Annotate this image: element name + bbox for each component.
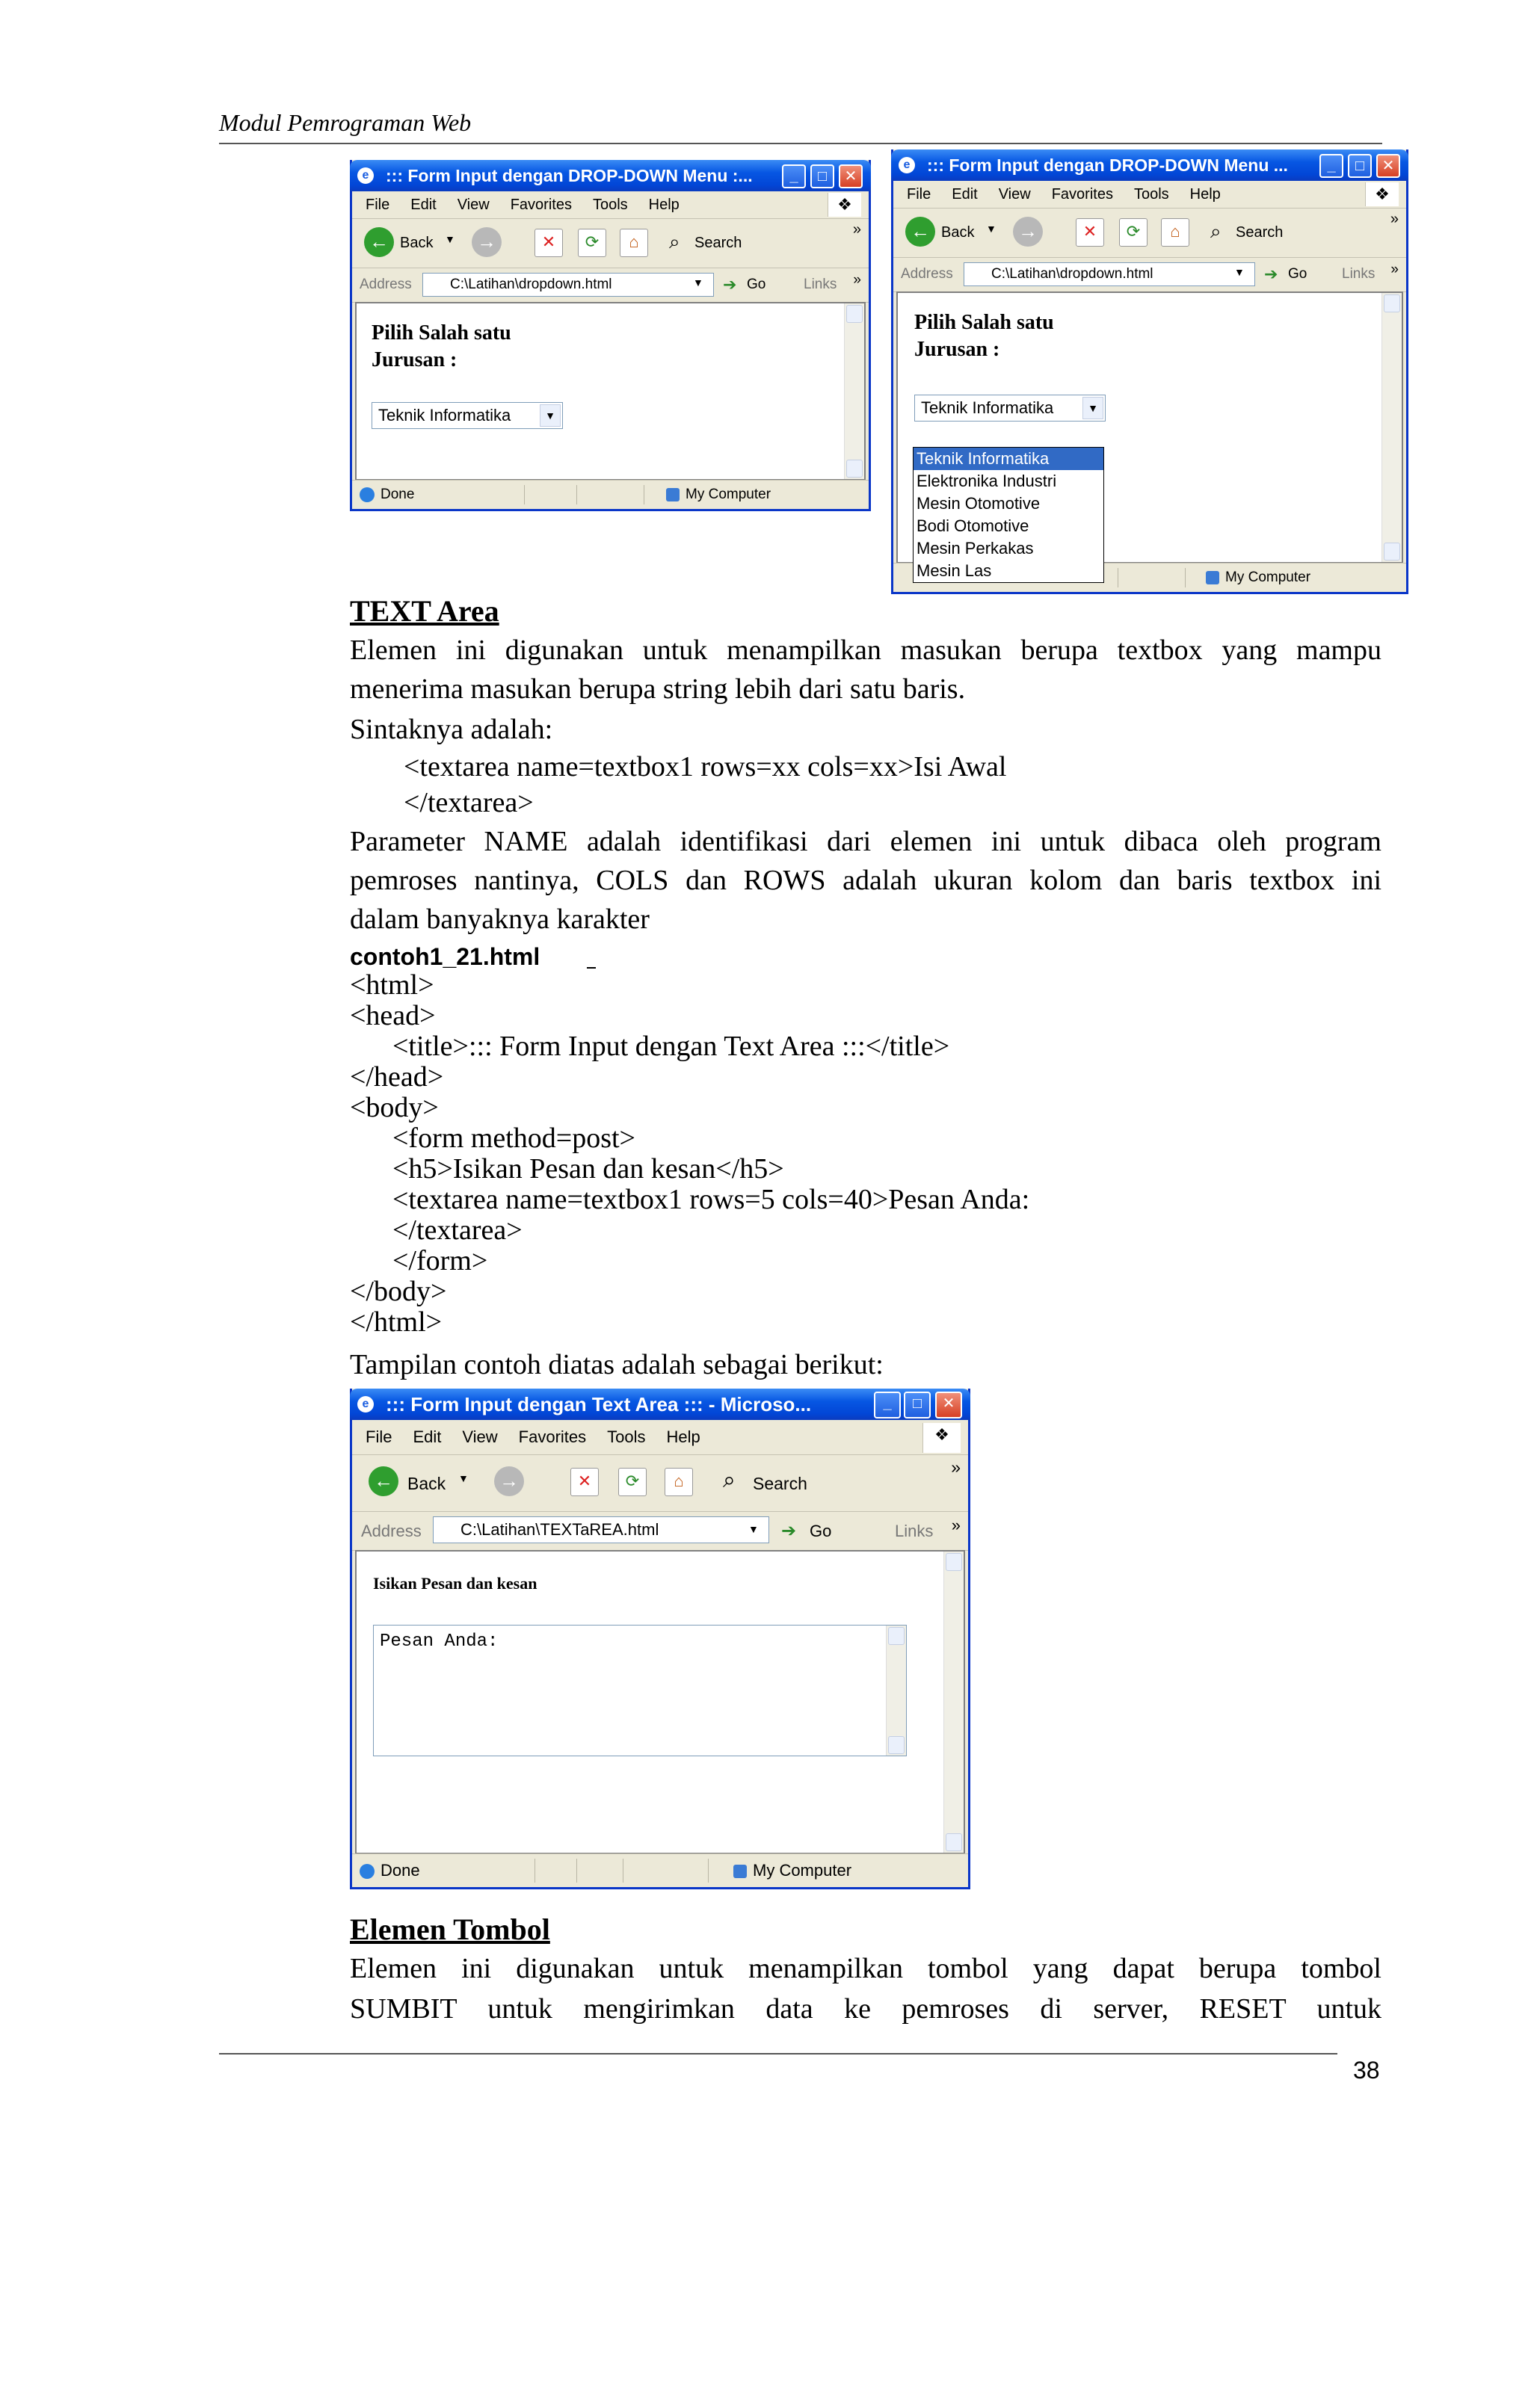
menu-help[interactable]: Help: [666, 1427, 700, 1446]
ie-icon: e: [357, 167, 374, 184]
address-dropdown-icon[interactable]: ▼: [693, 277, 703, 288]
address-bar: [352, 268, 869, 303]
jurusan-dropdown-list: [913, 447, 1104, 583]
toolbar: [352, 1454, 968, 1512]
menu-favorites[interactable]: Favorites: [1051, 186, 1113, 203]
menu-view[interactable]: View: [998, 186, 1031, 203]
windows-logo-icon: ❖: [828, 193, 861, 217]
address-input[interactable]: C:\Latihan\TEXTaREA.html: [433, 1516, 769, 1543]
browser-window-dropdown-open: [891, 149, 1408, 594]
links-chevron-icon[interactable]: »: [1390, 262, 1399, 277]
minimize-button[interactable]: _: [782, 164, 806, 188]
links-label[interactable]: Links: [1342, 266, 1376, 282]
menu-file[interactable]: File: [366, 197, 390, 213]
menu-help[interactable]: Help: [1189, 186, 1221, 203]
refresh-icon[interactable]: ⟳: [578, 229, 606, 257]
status-divider: [708, 1859, 709, 1883]
page-icon: [360, 487, 375, 502]
vertical-scrollbar[interactable]: [844, 303, 864, 479]
menu-bar: [352, 191, 869, 219]
go-label[interactable]: Go: [1288, 266, 1307, 282]
paragraph-line: pemroses nantinya, COLS dan ROWS adalah ukuran kolom dan baris textbox ini: [350, 865, 1381, 896]
go-label[interactable]: Go: [810, 1522, 832, 1540]
dropdown-option[interactable]: Mesin Las: [917, 561, 992, 580]
result-label: Tampilan contoh diatas adalah sebagai berikut:: [350, 1349, 884, 1380]
browser-window-dropdown-closed: [350, 160, 871, 511]
more-chevron-icon[interactable]: »: [1390, 211, 1399, 227]
more-chevron-icon[interactable]: »: [852, 221, 861, 238]
menu-edit[interactable]: Edit: [952, 186, 978, 203]
computer-icon: [666, 488, 680, 501]
home-icon[interactable]: ⌂: [665, 1468, 693, 1496]
windows-logo-icon: ❖: [1365, 182, 1399, 206]
code-line: <textarea name=textbox1 rows=5 cols=40>Pesan Anda:: [350, 1184, 1030, 1215]
dropdown-option[interactable]: Elektronika Industri: [917, 472, 1057, 490]
chevron-down-icon[interactable]: ▼: [540, 404, 561, 427]
search-icon[interactable]: ⌕: [669, 230, 680, 253]
select-value: Teknik Informatika: [378, 406, 511, 425]
maximize-button[interactable]: □: [810, 164, 834, 188]
search-label[interactable]: Search: [753, 1474, 807, 1493]
status-zone: My Computer: [686, 487, 771, 502]
go-arrow-icon[interactable]: ➔: [723, 275, 737, 294]
textarea-scrollbar[interactable]: [886, 1626, 906, 1756]
stop-icon[interactable]: ✕: [1076, 218, 1104, 247]
menu-help[interactable]: Help: [648, 197, 680, 213]
back-label[interactable]: Back: [400, 235, 434, 251]
page-number: 38: [1353, 2057, 1380, 2084]
dropdown-option[interactable]: Mesin Perkakas: [917, 539, 1034, 558]
address-dropdown-icon[interactable]: ▼: [748, 1523, 759, 1535]
code-line: <html>: [350, 969, 434, 1001]
status-divider: [1185, 568, 1186, 587]
code-line: </html>: [350, 1306, 443, 1338]
paragraph-line: dalam banyaknya karakter: [350, 904, 650, 935]
toolbar: [893, 208, 1406, 258]
go-arrow-icon[interactable]: ➔: [781, 1521, 797, 1541]
refresh-icon[interactable]: ⟳: [1119, 218, 1148, 247]
footer-divider: [219, 2053, 1337, 2054]
close-button[interactable]: ✕: [935, 1392, 962, 1418]
window-title: ::: Form Input dengan Text Area ::: - Microso...: [386, 1393, 812, 1416]
address-bar: [352, 1511, 968, 1551]
textarea-value: Pesan Anda:: [380, 1631, 499, 1652]
more-chevron-icon[interactable]: »: [951, 1457, 961, 1477]
status-divider: [576, 1859, 577, 1883]
menu-favorites[interactable]: Favorites: [510, 197, 572, 213]
address-label: Address: [361, 1522, 422, 1540]
dropdown-option[interactable]: Teknik Informatika: [914, 448, 1103, 470]
menu-view[interactable]: View: [457, 197, 490, 213]
address-dropdown-icon[interactable]: ▼: [1234, 266, 1245, 278]
search-icon[interactable]: ⌕: [723, 1468, 736, 1492]
code-line: <title>::: Form Input dengan Text Area :::</title>: [350, 1031, 950, 1062]
window-title: ::: Form Input dengan DROP-DOWN Menu :...: [386, 166, 753, 185]
close-button[interactable]: ✕: [839, 164, 863, 188]
status-divider: [524, 485, 525, 504]
status-done: Done: [381, 1861, 420, 1880]
filename-underline: [587, 967, 596, 969]
jurusan-select[interactable]: [372, 402, 563, 429]
section-heading-elemen-tombol: Elemen Tombol: [350, 1912, 550, 1946]
back-arrow-icon[interactable]: ←: [364, 227, 394, 257]
page-heading-line2: Jurusan :: [372, 348, 458, 371]
paragraph-line: menerima masukan berupa string lebih dari satu baris.: [350, 673, 966, 705]
forward-arrow-icon[interactable]: →: [472, 227, 502, 257]
search-label[interactable]: Search: [694, 235, 742, 251]
jurusan-select[interactable]: [914, 395, 1106, 422]
menu-edit[interactable]: Edit: [410, 197, 437, 213]
search-label[interactable]: Search: [1236, 224, 1284, 241]
menu-file[interactable]: File: [907, 186, 931, 203]
vertical-scrollbar[interactable]: [1381, 293, 1402, 562]
links-label[interactable]: Links: [804, 277, 837, 292]
chevron-down-icon[interactable]: ▼: [1082, 397, 1103, 419]
back-dropdown-icon[interactable]: ▼: [445, 233, 455, 245]
menu-tools[interactable]: Tools: [607, 1427, 646, 1446]
running-header: Modul Pemrograman Web: [219, 109, 472, 136]
links-chevron-icon[interactable]: »: [951, 1516, 961, 1534]
stop-icon[interactable]: ✕: [570, 1468, 599, 1496]
syntax-label: Sintaknya adalah:: [350, 714, 553, 745]
code-line: <body>: [350, 1092, 439, 1123]
minimize-button[interactable]: _: [874, 1392, 901, 1418]
syntax-line: </textarea>: [404, 787, 534, 818]
back-arrow-icon[interactable]: ←: [905, 217, 935, 247]
status-done: Done: [381, 487, 415, 502]
maximize-button[interactable]: □: [1348, 154, 1372, 178]
close-button[interactable]: ✕: [1376, 154, 1400, 178]
go-label[interactable]: Go: [747, 277, 766, 292]
header-divider: [219, 143, 1382, 144]
page-heading-line2: Jurusan :: [914, 338, 1000, 361]
stop-icon[interactable]: ✕: [535, 229, 563, 257]
menu-favorites[interactable]: Favorites: [518, 1427, 587, 1446]
syntax-line: <textarea name=textbox1 rows=xx cols=xx>Isi Awal: [404, 751, 1007, 782]
code-line: </textarea>: [350, 1214, 523, 1246]
menu-tools[interactable]: Tools: [592, 197, 628, 213]
page-viewport: [355, 302, 866, 481]
status-bar: [352, 480, 869, 509]
computer-icon: [1206, 571, 1219, 584]
maximize-button[interactable]: □: [904, 1392, 931, 1418]
section-heading-text-area: TEXT Area: [350, 594, 499, 628]
page-viewport: [355, 1550, 965, 1854]
code-line: <h5>Isikan Pesan dan kesan</h5>: [350, 1153, 784, 1185]
back-dropdown-icon[interactable]: ▼: [986, 223, 996, 235]
search-icon[interactable]: ⌕: [1210, 220, 1222, 242]
refresh-icon[interactable]: ⟳: [618, 1468, 647, 1496]
dropdown-option[interactable]: Mesin Otomotive: [917, 494, 1041, 513]
forward-arrow-icon[interactable]: →: [494, 1466, 524, 1496]
paragraph-line: Parameter NAME adalah identifikasi dari elemen ini untuk dibaca oleh program: [350, 826, 1381, 857]
address-input[interactable]: C:\Latihan\dropdown.html: [422, 273, 714, 297]
windows-logo-icon: ❖: [922, 1423, 961, 1453]
address-label: Address: [360, 277, 412, 292]
status-bar: [352, 1853, 968, 1887]
code-line: </head>: [350, 1061, 444, 1093]
home-icon[interactable]: ⌂: [1161, 218, 1189, 247]
menu-tools[interactable]: Tools: [1133, 186, 1169, 203]
back-arrow-icon[interactable]: ←: [369, 1466, 398, 1496]
back-label[interactable]: Back: [407, 1474, 446, 1493]
menu-view[interactable]: View: [462, 1427, 498, 1446]
code-line: <form method=post>: [350, 1123, 635, 1154]
minimize-button[interactable]: _: [1319, 154, 1343, 178]
links-chevron-icon[interactable]: »: [853, 272, 861, 288]
address-label: Address: [901, 266, 953, 282]
code-line: <head>: [350, 1000, 436, 1031]
address-bar: [893, 257, 1406, 292]
page-heading: Isikan Pesan dan kesan: [373, 1574, 537, 1593]
forward-arrow-icon[interactable]: →: [1013, 217, 1043, 247]
browser-window-textarea: [350, 1389, 970, 1889]
page-icon: [360, 1864, 375, 1879]
ie-icon: e: [899, 157, 915, 173]
select-value: Teknik Informatika: [921, 398, 1054, 417]
paragraph-line: Elemen ini digunakan untuk menampilkan tombol yang dapat berupa tombol: [350, 1953, 1381, 1984]
page-heading-line1: Pilih Salah satu: [372, 321, 511, 345]
home-icon[interactable]: ⌂: [620, 229, 648, 257]
code-line: </body>: [350, 1276, 447, 1307]
page-heading-line1: Pilih Salah satu: [914, 311, 1054, 334]
dropdown-option[interactable]: Bodi Otomotive: [917, 516, 1029, 535]
menu-file[interactable]: File: [366, 1427, 392, 1446]
paragraph-line: SUMBIT untuk mengirimkan data ke pemroses di server, RESET untuk: [350, 1993, 1381, 2025]
paragraph-line: Elemen ini digunakan untuk menampilkan masukan berupa textbox yang mampu: [350, 635, 1381, 666]
menu-bar: [352, 1420, 968, 1455]
menu-bar: [893, 181, 1406, 209]
window-title: ::: Form Input dengan DROP-DOWN Menu ...: [927, 155, 1288, 175]
computer-icon: [733, 1865, 747, 1878]
vertical-scrollbar[interactable]: [943, 1552, 964, 1853]
links-label[interactable]: Links: [895, 1522, 934, 1540]
status-zone: My Computer: [753, 1861, 852, 1880]
address-input[interactable]: C:\Latihan\dropdown.html: [964, 262, 1255, 286]
example-filename: contoh1_21.html: [350, 943, 540, 970]
status-zone: My Computer: [1225, 569, 1311, 585]
ie-icon: e: [357, 1396, 374, 1413]
status-divider: [576, 485, 577, 504]
menu-edit[interactable]: Edit: [413, 1427, 442, 1446]
back-label[interactable]: Back: [941, 224, 975, 241]
back-dropdown-icon[interactable]: ▼: [458, 1472, 469, 1484]
pesan-textarea[interactable]: [373, 1625, 907, 1756]
go-arrow-icon[interactable]: ➔: [1264, 265, 1278, 283]
toolbar: [352, 218, 869, 268]
code-line: </form>: [350, 1245, 488, 1276]
